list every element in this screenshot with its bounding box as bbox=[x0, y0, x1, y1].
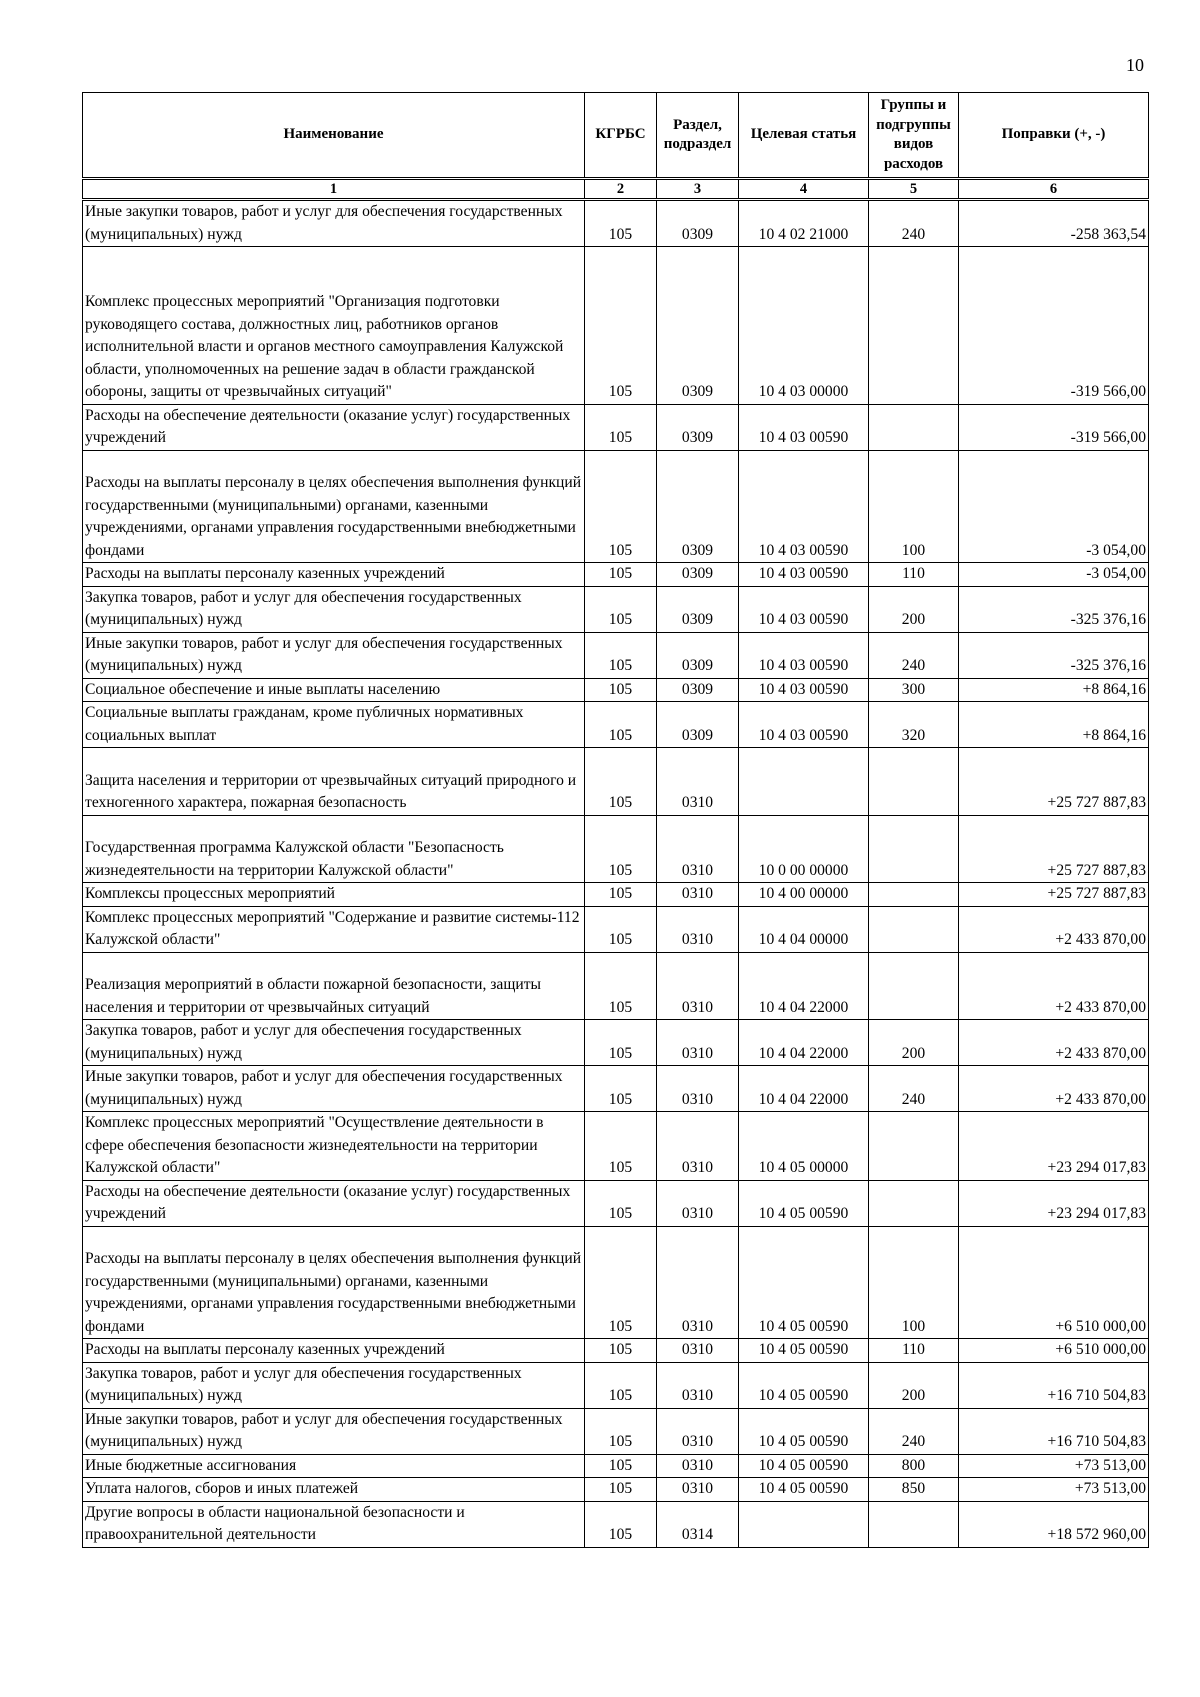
row-expense-group: 850 bbox=[869, 1478, 959, 1502]
row-target-article: 10 4 03 00590 bbox=[739, 404, 869, 450]
row-section: 0309 bbox=[657, 404, 739, 450]
table-row bbox=[83, 678, 1149, 702]
row-target-article: 10 4 03 00000 bbox=[739, 247, 869, 405]
row-section: 0310 bbox=[657, 906, 739, 952]
row-section: 0310 bbox=[657, 1066, 739, 1112]
row-target-article: 10 4 03 00590 bbox=[739, 563, 869, 587]
row-section: 0310 bbox=[657, 1180, 739, 1226]
row-section: 0310 bbox=[657, 1362, 739, 1408]
row-target-article: 10 4 04 22000 bbox=[739, 952, 869, 1020]
row-amendment-amount: +23 294 017,83 bbox=[959, 1112, 1149, 1181]
row-amendment-amount: +73 513,00 bbox=[959, 1478, 1149, 1502]
row-amendment-amount: +8 864,16 bbox=[959, 678, 1149, 702]
row-target-article: 10 0 00 00000 bbox=[739, 815, 869, 883]
row-section: 0310 bbox=[657, 1339, 739, 1363]
row-name: Закупка товаров, работ и услуг для обеспечения государственных (муниципальных) нужд bbox=[83, 1362, 585, 1408]
row-target-article: 10 4 03 00590 bbox=[739, 678, 869, 702]
row-kgrbs: 105 bbox=[585, 1112, 657, 1181]
row-name: Иные закупки товаров, работ и услуг для обеспечения государственных (муниципальных) нужд bbox=[83, 632, 585, 678]
row-section: 0310 bbox=[657, 1020, 739, 1066]
row-amendment-amount: +8 864,16 bbox=[959, 702, 1149, 748]
row-name: Другие вопросы в области национальной безопасности и правоохранительной деятельности bbox=[83, 1501, 585, 1547]
row-amendment-amount: +2 433 870,00 bbox=[959, 906, 1149, 952]
table-header bbox=[83, 93, 1149, 200]
row-target-article: 10 4 05 00590 bbox=[739, 1454, 869, 1478]
row-expense-group: 110 bbox=[869, 563, 959, 587]
row-name: Расходы на обеспечение деятельности (оказание услуг) государственных учреждений bbox=[83, 404, 585, 450]
row-expense-group bbox=[869, 1180, 959, 1226]
row-amendment-amount: +25 727 887,83 bbox=[959, 815, 1149, 883]
row-expense-group: 100 bbox=[869, 1226, 959, 1339]
row-amendment-amount: -258 363,54 bbox=[959, 200, 1149, 247]
row-kgrbs: 105 bbox=[585, 906, 657, 952]
table-row bbox=[83, 1180, 1149, 1226]
table-row bbox=[83, 952, 1149, 1020]
row-target-article bbox=[739, 748, 869, 816]
row-target-article: 10 4 02 21000 bbox=[739, 200, 869, 247]
row-expense-group bbox=[869, 1501, 959, 1547]
row-name: Уплата налогов, сборов и иных платежей bbox=[83, 1478, 585, 1502]
row-amendment-amount: +25 727 887,83 bbox=[959, 748, 1149, 816]
row-amendment-amount: +2 433 870,00 bbox=[959, 1020, 1149, 1066]
table-row bbox=[83, 1454, 1149, 1478]
header-target: Целевая статья bbox=[739, 93, 869, 179]
row-kgrbs: 105 bbox=[585, 586, 657, 632]
row-name: Комплекс процессных мероприятий "Содержание и развитие системы-112 Калужской области" bbox=[83, 906, 585, 952]
table-row bbox=[83, 1066, 1149, 1112]
row-expense-group: 100 bbox=[869, 450, 959, 563]
row-name: Реализация мероприятий в области пожарной безопасности, защиты населения и территории от чрезвычайных ситуаций bbox=[83, 952, 585, 1020]
header-section: Раздел, подраздел bbox=[657, 93, 739, 179]
row-name: Защита населения и территории от чрезвычайных ситуаций природного и техногенного характера, пожарная безопасность bbox=[83, 748, 585, 816]
row-name: Расходы на выплаты персоналу в целях обеспечения выполнения функций государственными (муниципальными) органами, казенными учреждениями, органами управления государственными внебюджетными фондами bbox=[83, 450, 585, 563]
row-kgrbs: 105 bbox=[585, 632, 657, 678]
row-name: Расходы на выплаты персоналу в целях обеспечения выполнения функций государственными (муниципальными) органами, казенными учреждениями, органами управления государственными внебюджетными фондами bbox=[83, 1226, 585, 1339]
row-section: 0310 bbox=[657, 1408, 739, 1454]
row-kgrbs: 105 bbox=[585, 815, 657, 883]
row-amendment-amount: -3 054,00 bbox=[959, 450, 1149, 563]
row-target-article: 10 4 03 00590 bbox=[739, 586, 869, 632]
row-target-article: 10 4 03 00590 bbox=[739, 702, 869, 748]
row-expense-group bbox=[869, 952, 959, 1020]
row-expense-group bbox=[869, 906, 959, 952]
header-name: Наименование bbox=[83, 93, 585, 179]
row-target-article: 10 4 03 00590 bbox=[739, 632, 869, 678]
row-amendment-amount: +23 294 017,83 bbox=[959, 1180, 1149, 1226]
column-number: 6 bbox=[959, 179, 1149, 200]
row-expense-group bbox=[869, 247, 959, 405]
table-body bbox=[83, 200, 1149, 1548]
row-section: 0314 bbox=[657, 1501, 739, 1547]
budget-amendments-table bbox=[82, 92, 1149, 1548]
row-name: Государственная программа Калужской области "Безопасность жизнедеятельности на территории Калужской области" bbox=[83, 815, 585, 883]
row-section: 0310 bbox=[657, 748, 739, 816]
row-amendment-amount: +73 513,00 bbox=[959, 1454, 1149, 1478]
row-section: 0310 bbox=[657, 815, 739, 883]
table-row bbox=[83, 247, 1149, 405]
row-expense-group: 240 bbox=[869, 1408, 959, 1454]
row-name: Расходы на выплаты персоналу казенных учреждений bbox=[83, 563, 585, 587]
row-expense-group: 240 bbox=[869, 200, 959, 247]
header-kgrbs: КГРБС bbox=[585, 93, 657, 179]
row-section: 0310 bbox=[657, 883, 739, 907]
row-section: 0309 bbox=[657, 563, 739, 587]
table-row bbox=[83, 404, 1149, 450]
row-target-article: 10 4 03 00590 bbox=[739, 450, 869, 563]
row-amendment-amount: -319 566,00 bbox=[959, 404, 1149, 450]
row-expense-group: 300 bbox=[869, 678, 959, 702]
row-target-article: 10 4 04 22000 bbox=[739, 1066, 869, 1112]
row-name: Социальные выплаты гражданам, кроме публичных нормативных социальных выплат bbox=[83, 702, 585, 748]
row-target-article: 10 4 05 00590 bbox=[739, 1362, 869, 1408]
row-kgrbs: 105 bbox=[585, 1020, 657, 1066]
row-expense-group: 240 bbox=[869, 632, 959, 678]
table-row bbox=[83, 702, 1149, 748]
row-name: Социальное обеспечение и иные выплаты населению bbox=[83, 678, 585, 702]
row-kgrbs: 105 bbox=[585, 1454, 657, 1478]
table-row bbox=[83, 1112, 1149, 1181]
row-expense-group bbox=[869, 748, 959, 816]
row-kgrbs: 105 bbox=[585, 748, 657, 816]
row-name: Иные бюджетные ассигнования bbox=[83, 1454, 585, 1478]
row-expense-group: 320 bbox=[869, 702, 959, 748]
row-target-article: 10 4 05 00590 bbox=[739, 1408, 869, 1454]
table-row bbox=[83, 906, 1149, 952]
row-kgrbs: 105 bbox=[585, 200, 657, 247]
row-expense-group: 200 bbox=[869, 1020, 959, 1066]
column-number: 1 bbox=[83, 179, 585, 200]
row-amendment-amount: -325 376,16 bbox=[959, 632, 1149, 678]
row-expense-group: 110 bbox=[869, 1339, 959, 1363]
row-target-article: 10 4 00 00000 bbox=[739, 883, 869, 907]
table-row bbox=[83, 815, 1149, 883]
row-kgrbs: 105 bbox=[585, 450, 657, 563]
table-row bbox=[83, 200, 1149, 247]
row-section: 0309 bbox=[657, 632, 739, 678]
table-row bbox=[83, 1478, 1149, 1502]
row-amendment-amount: +2 433 870,00 bbox=[959, 952, 1149, 1020]
row-name: Иные закупки товаров, работ и услуг для обеспечения государственных (муниципальных) нужд bbox=[83, 1408, 585, 1454]
table-row bbox=[83, 748, 1149, 816]
row-expense-group: 240 bbox=[869, 1066, 959, 1112]
row-kgrbs: 105 bbox=[585, 1226, 657, 1339]
row-expense-group bbox=[869, 1112, 959, 1181]
row-amendment-amount: +25 727 887,83 bbox=[959, 883, 1149, 907]
row-target-article: 10 4 05 00000 bbox=[739, 1112, 869, 1181]
row-name: Закупка товаров, работ и услуг для обеспечения государственных (муниципальных) нужд bbox=[83, 586, 585, 632]
row-name: Расходы на выплаты персоналу казенных учреждений bbox=[83, 1339, 585, 1363]
row-target-article: 10 4 04 22000 bbox=[739, 1020, 869, 1066]
row-kgrbs: 105 bbox=[585, 1339, 657, 1363]
row-amendment-amount: -325 376,16 bbox=[959, 586, 1149, 632]
row-section: 0309 bbox=[657, 450, 739, 563]
row-amendment-amount: +18 572 960,00 bbox=[959, 1501, 1149, 1547]
row-amendment-amount: +2 433 870,00 bbox=[959, 1066, 1149, 1112]
row-kgrbs: 105 bbox=[585, 1408, 657, 1454]
table-row bbox=[83, 563, 1149, 587]
row-name: Комплекс процессных мероприятий "Осуществление деятельности в сфере обеспечения безопасности жизнедеятельности на территории Калужской области" bbox=[83, 1112, 585, 1181]
table-row bbox=[83, 1226, 1149, 1339]
row-target-article: 10 4 05 00590 bbox=[739, 1339, 869, 1363]
row-target-article: 10 4 05 00590 bbox=[739, 1226, 869, 1339]
row-amendment-amount: +6 510 000,00 bbox=[959, 1226, 1149, 1339]
table-row bbox=[83, 586, 1149, 632]
row-section: 0310 bbox=[657, 1112, 739, 1181]
row-amendment-amount: +16 710 504,83 bbox=[959, 1362, 1149, 1408]
row-kgrbs: 105 bbox=[585, 563, 657, 587]
row-name: Расходы на обеспечение деятельности (оказание услуг) государственных учреждений bbox=[83, 1180, 585, 1226]
header-groups: Группы и подгруппы видов расходов bbox=[869, 93, 959, 179]
row-kgrbs: 105 bbox=[585, 702, 657, 748]
table-row bbox=[83, 1362, 1149, 1408]
table-row bbox=[83, 1020, 1149, 1066]
row-section: 0310 bbox=[657, 1226, 739, 1339]
row-expense-group: 200 bbox=[869, 586, 959, 632]
row-amendment-amount: -3 054,00 bbox=[959, 563, 1149, 587]
column-number: 4 bbox=[739, 179, 869, 200]
row-section: 0310 bbox=[657, 952, 739, 1020]
row-expense-group bbox=[869, 404, 959, 450]
row-target-article: 10 4 05 00590 bbox=[739, 1478, 869, 1502]
row-kgrbs: 105 bbox=[585, 1501, 657, 1547]
table-row bbox=[83, 632, 1149, 678]
row-kgrbs: 105 bbox=[585, 883, 657, 907]
header-amendments: Поправки (+, -) bbox=[959, 93, 1149, 179]
page-number: 10 bbox=[1126, 55, 1144, 75]
row-section: 0309 bbox=[657, 586, 739, 632]
row-kgrbs: 105 bbox=[585, 1478, 657, 1502]
row-name: Комплексы процессных мероприятий bbox=[83, 883, 585, 907]
row-kgrbs: 105 bbox=[585, 678, 657, 702]
row-kgrbs: 105 bbox=[585, 247, 657, 405]
table-row bbox=[83, 883, 1149, 907]
row-expense-group: 800 bbox=[869, 1454, 959, 1478]
row-expense-group bbox=[869, 883, 959, 907]
row-target-article bbox=[739, 1501, 869, 1547]
row-section: 0309 bbox=[657, 678, 739, 702]
row-kgrbs: 105 bbox=[585, 1180, 657, 1226]
row-kgrbs: 105 bbox=[585, 1362, 657, 1408]
column-number: 2 bbox=[585, 179, 657, 200]
row-section: 0310 bbox=[657, 1478, 739, 1502]
row-target-article: 10 4 05 00590 bbox=[739, 1180, 869, 1226]
table-row bbox=[83, 1339, 1149, 1363]
row-name: Комплекс процессных мероприятий "Организация подготовки руководящего состава, должностных лиц, работников органов исполнительной власти и органов местного самоуправления Калужской области, уполномоченных на решение задач в области гражданской обороны, защиты от чрезвычайных ситуаций" bbox=[83, 247, 585, 405]
table-row bbox=[83, 450, 1149, 563]
table-row bbox=[83, 1501, 1149, 1547]
row-name: Иные закупки товаров, работ и услуг для обеспечения государственных (муниципальных) нужд bbox=[83, 200, 585, 247]
row-kgrbs: 105 bbox=[585, 404, 657, 450]
row-section: 0309 bbox=[657, 247, 739, 405]
row-kgrbs: 105 bbox=[585, 952, 657, 1020]
row-name: Закупка товаров, работ и услуг для обеспечения государственных (муниципальных) нужд bbox=[83, 1020, 585, 1066]
row-kgrbs: 105 bbox=[585, 1066, 657, 1112]
row-name: Иные закупки товаров, работ и услуг для обеспечения государственных (муниципальных) нужд bbox=[83, 1066, 585, 1112]
row-target-article: 10 4 04 00000 bbox=[739, 906, 869, 952]
row-section: 0310 bbox=[657, 1454, 739, 1478]
row-section: 0309 bbox=[657, 702, 739, 748]
row-expense-group bbox=[869, 815, 959, 883]
column-number: 5 bbox=[869, 179, 959, 200]
row-expense-group: 200 bbox=[869, 1362, 959, 1408]
row-section: 0309 bbox=[657, 200, 739, 247]
column-number: 3 bbox=[657, 179, 739, 200]
row-amendment-amount: -319 566,00 bbox=[959, 247, 1149, 405]
table-row bbox=[83, 1408, 1149, 1454]
row-amendment-amount: +6 510 000,00 bbox=[959, 1339, 1149, 1363]
row-amendment-amount: +16 710 504,83 bbox=[959, 1408, 1149, 1454]
